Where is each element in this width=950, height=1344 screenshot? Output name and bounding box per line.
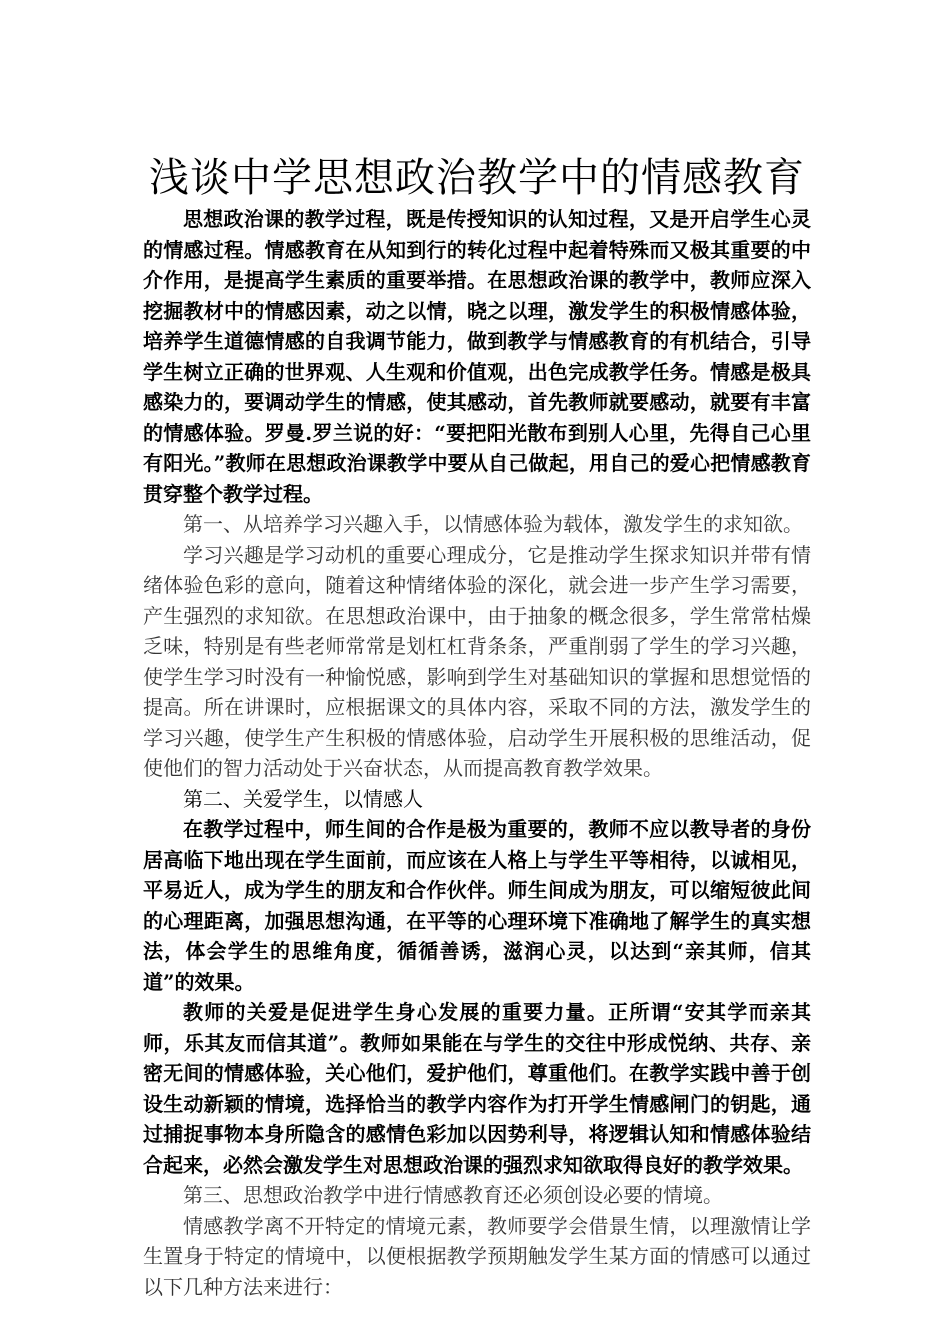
document-page: [143, 152, 811, 1302]
section-1-paragraph: 学习兴趣是学习动机的重要心理成分，它是推动学生探求知识并带有情绪体验色彩的意向，随着这种情绪体验的深化，就会进一步产生学习需要，产生强烈的求知欲。在思想政治课中，由于抽象的概念很多，学生常常枯燥乏味，特别是有些老师常常是划杠杠背条条，严重削弱了学生的学习兴趣，使学生学习时没有一种愉悦感，影响到学生对基础知识的掌握和思想觉悟的提高。所在讲课时，应根据课文的具体内容，采取不同的方法，激发学生的学习兴趣，使学生产生积极的情感体验，启动学生开展积极的思维活动，促使他们的智力活动处于兴奋状态，从而提高教育教学效果。: [143, 542, 811, 780]
section-2-paragraph-2: 教师的关爱是促进学生身心发展的重要力量。正所谓“安其学而亲其师，乐其友而信其道”。教师如果能在与学生的交往中形成悦纳、共存、亲密无间的情感体验，关心他们，爱护他们，尊重他们。在教学实践中善于创设生动新颖的情境，选择恰当的教学内容作为打开学生情感闸门的钥匙，通过捕捉事物本身所隐含的感情色彩加以因势利导，将逻辑认知和情感体验结合起来，必然会激发学生对思想政治课的强烈求知欲取得良好的教学效果。: [143, 1000, 811, 1177]
document-title: 浅谈中学思想政治教学中的情感教育: [149, 155, 805, 201]
intro-paragraph: 思想政治课的教学过程，既是传授知识的认知过程，又是开启学生心灵的情感过程。情感教育在从知到行的转化过程中起着特殊而又极其重要的中介作用，是提高学生素质的重要举措。在思想政治课的教学中，教师应深入挖掘教材中的情感因素，动之以情，晓之以理，激发学生的积极情感体验，培养学生道德情感的自我调节能力，做到教学与情感教育的有机结合，引导学生树立正确的世界观、人生观和价值观，出色完成教学任务。情感是极具感染力的，要调动学生的情感，使其感动，首先教师就要感动，就要有丰富的情感体验。罗曼.罗兰说的好：“要把阳光散布到别人心里，先得自己心里有阳光。”教师在思想政治课教学中要从自己做起，用自己的爱心把情感教育贯穿整个教学过程。: [143, 207, 811, 506]
section-3-paragraph: 情感教学离不开特定的情境元素，教师要学会借景生情，以理激情让学生置身于特定的情境中，以便根据教学预期触发学生某方面的情感可以通过以下几种方法来进行：: [143, 1213, 811, 1299]
section-heading-2: 第二、关爱学生，以情感人: [183, 786, 423, 811]
section-2-paragraph-1: 在教学过程中，师生间的合作是极为重要的，教师不应以教导者的身份居高临下地出现在学生面前，而应该在人格上与学生平等相待，以诚相见，平易近人，成为学生的朋友和合作伙伴。师生间成为朋友，可以缩短彼此间的心理距离，加强思想沟通，在平等的心理环境下准确地了解学生的真实想法，体会学生的思维角度，循循善诱，滋润心灵，以达到“亲其师，信其道”的效果。: [143, 817, 811, 994]
section-heading-3: 第三、思想政治教学中进行情感教育还必须创设必要的情境。: [183, 1183, 723, 1207]
section-heading-1: 第一、从培养学习兴趣入手，以情感体验为载体，激发学生的求知欲。: [183, 512, 803, 536]
